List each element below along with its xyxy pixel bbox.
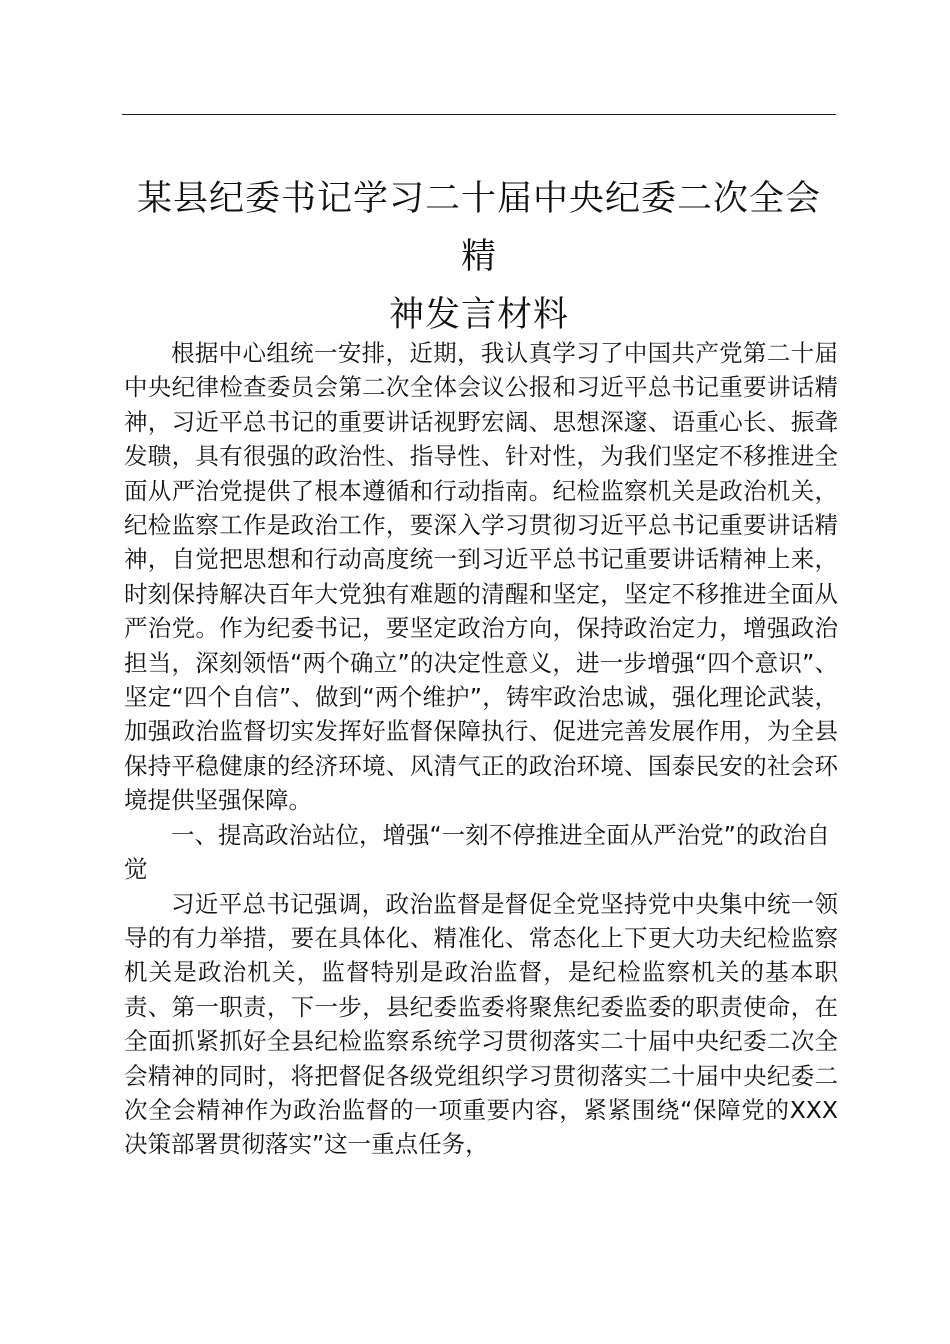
title-line-2: 神发言材料 [388, 295, 569, 335]
header-rule [122, 114, 836, 115]
section-heading-1: 一、提高政治站位，增强“一刻不停推进全面从严治党”的政治自觉 [124, 820, 830, 884]
document-body [124, 336, 838, 1162]
paragraph-section-1: 习近平总书记强调，政治监督是督促全党坚持党中央集中统一领导的有力举措，要在具体化、精准化、常态化上下更大功夫纪检监察机关是政治机关，监督特别是政治监督，是纪检监察机关的基本职责、第一职责，下一步，县纪委监委将聚焦纪委监委的职责使命，在全面抓紧抓好全县纪检监察系统学习贯彻落实二十届中央纪委二次全会精神的同时，将把督促各级党组织学习贯彻落实二十届中央纪委二次全会精神作为政治监督的一项重要内容，紧紧围绕“保障党的XXX决策部署贯彻落实”这一重点任务， [124, 889, 838, 1159]
paragraph-intro: 根据中心组统一安排，近期，我认真学习了中国共产党第二十届中央纪律检查委员会第二次全体会议公报和习近平总书记重要讲话精神，习近平总书记的重要讲话视野宏阔、思想深邃、语重心长、振聋发聩，具有很强的政治性、指导性、针对性，为我们坚定不移推进全面从严治党提供了根本遵循和行动指南。纪检监察机关是政治机关，纪检监察工作是政治工作，要深入学习贯彻习近平总书记重要讲话精神，自觉把思想和行动高度统一到习近平总书记重要讲话精神上来，时刻保持解决百年大党独有难题的清醒和坚定，坚定不移推进全面从严治党。作为纪委书记，要坚定政治方向，保持政治定力，增强政治担当，深刻领悟“两个确立”的决定性意义，进一步增强“四个意识”、坚定“四个自信”、做到“两个维护”，铸牢政治忠诚，强化理论武装，加强政治监督切实发挥好监督保障执行、促进完善发展作用，为全县保持平稳健康的经济环境、风清气正的政治环境、国泰民安的社会环境提供坚强保障。 [124, 339, 838, 815]
title-line-1: 某县纪委书记学习二十届中央纪委二次全会精 [136, 179, 821, 277]
document-title [120, 170, 838, 344]
